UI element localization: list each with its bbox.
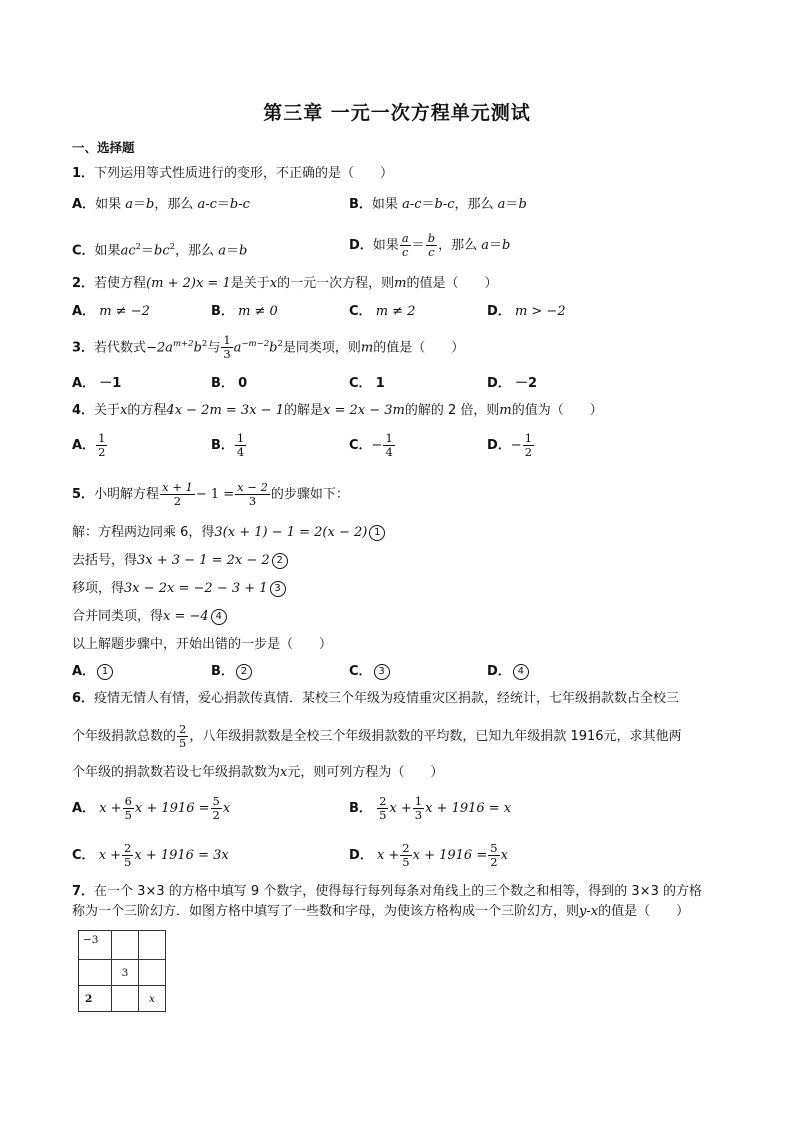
q4-option-a: A． $\frac{1}{2}$ bbox=[72, 431, 106, 459]
q5-step-1: 解：方程两边同乘 6，得3(x + 1) − 1 = 2(x − 2) 1 bbox=[72, 523, 385, 543]
question-7-line-2: 称为一个三阶幻方．如图方格中填写了一些数和字母，为使该方格构成一个三阶幻方，则y-x的值是（ ） bbox=[72, 904, 690, 919]
question-1-stem bbox=[72, 164, 393, 184]
grid-cell bbox=[139, 960, 166, 986]
q2-option-c: C． m ≠ 2 bbox=[349, 304, 416, 319]
question-text: 下列运用等式性质进行的变形，不正确的是（ ） bbox=[94, 166, 394, 181]
question-number: 2． bbox=[72, 276, 95, 291]
q1-option-a: A．如果 a＝b，那么 a-c＝b-c bbox=[72, 197, 250, 212]
q4-option-d: D．− $\frac{1}{2}$ bbox=[487, 431, 533, 459]
question-5-stem: 5．小明解方程 $\frac{x + 1}{2}$ − 1 = $\frac{x - 2}{3}$ 的步骤如下： bbox=[72, 480, 349, 508]
circled-number: 2 bbox=[272, 553, 288, 569]
magic-square-grid bbox=[78, 930, 166, 1012]
question-6-line-2: 个年级捐款总数的 $\frac{2}{5}$ ，八年级捐款数是全校三个年级捐款数的平均数，已知九年级捐款 1916元，求其他两 bbox=[72, 722, 682, 750]
question-number: 6． bbox=[72, 691, 95, 706]
q6-option-b: B． $\frac{2}{5}$ x + $\frac{1}{3}$ x + 1916 = x bbox=[349, 794, 512, 822]
question-7-line-1: 7．在一个 3×3 的方格中填写 9 个数字，使得每行每列每条对角线上的三个数之和相等，得到的 3×3 的方格 bbox=[72, 884, 702, 899]
grid-cell: 3 bbox=[112, 960, 139, 986]
q4-option-b: B． $\frac{1}{4}$ bbox=[211, 431, 245, 459]
option-label: C． bbox=[72, 243, 95, 259]
question-number: 7． bbox=[72, 884, 95, 899]
grid-cell bbox=[79, 960, 112, 986]
grid-cell: 2 bbox=[79, 986, 112, 1012]
q3-option-a: A． －1 bbox=[72, 376, 122, 391]
question-number: 5． bbox=[72, 487, 95, 502]
grid-cell: x bbox=[139, 986, 166, 1012]
q6-option-d: D． x + $\frac{2}{5}$ x + 1916 = $\frac{5}{2}$ x bbox=[349, 841, 508, 869]
grid-cell bbox=[112, 931, 139, 960]
q3-option-d: D． －2 bbox=[487, 376, 537, 391]
q5-option-a: A． 1 bbox=[72, 662, 113, 682]
q5-option-c: C． 3 bbox=[349, 662, 390, 682]
question-3-stem: 3．若代数式$-2a^{m+2}b^2$与 $\frac{1}{3}$ $a^{-m-2}b^2$是同类项，则m的值是（ ） bbox=[72, 333, 465, 362]
question-number: 4． bbox=[72, 403, 95, 418]
q4-option-c: C．− $\frac{1}{4}$ bbox=[349, 431, 393, 459]
q1-option-c: C．如果$ac^2=bc^2$，那么 a＝b bbox=[72, 242, 248, 259]
option-label: A． bbox=[72, 197, 96, 212]
grid-cell: −3 bbox=[79, 931, 112, 960]
circled-number: 1 bbox=[369, 525, 385, 541]
q5-option-b: B． 2 bbox=[211, 662, 252, 682]
grid-cell bbox=[112, 986, 139, 1012]
q2-option-b: B． m ≠ 0 bbox=[211, 304, 278, 319]
q6-option-a: A． x + $\frac{6}{5}$ x + 1916 = $\frac{5}{2}$ x bbox=[72, 794, 231, 822]
section-heading: 一、选择题 bbox=[72, 140, 135, 155]
question-6-line-3: 个年级的捐款数若设七年级捐款数为x元，则可列方程为（ ） bbox=[72, 765, 444, 780]
q5-step-3: 移项，得3x − 2x = −2 − 3 + 1 3 bbox=[72, 579, 286, 599]
q2-option-d: D． m > −2 bbox=[487, 304, 566, 319]
option-label: D． bbox=[349, 238, 373, 253]
option-label: B． bbox=[349, 197, 372, 212]
circled-number: 4 bbox=[211, 609, 227, 625]
question-4-stem: 4．关于x的方程4x − 2m = 3x − 1的解是x = 2x − 3m的解的 2 倍，则m的值为（ ） bbox=[72, 403, 603, 418]
question-2-stem: 2．若使方程(m + 2)x = 1是关于x的一元一次方程，则m的值是（ ） bbox=[72, 276, 498, 291]
grid-cell bbox=[139, 931, 166, 960]
question-number: 1． bbox=[72, 166, 95, 181]
question-6-line-1: 6．疫情无情人有情，爱心捐款传真情．某校三个年级为疫情重灾区捐款，经统计，七年级捐款数占全校三 bbox=[72, 691, 680, 706]
circled-number: 3 bbox=[270, 581, 286, 597]
q5-step-2: 去括号，得3x + 3 − 1 = 2x − 2 2 bbox=[72, 551, 288, 571]
question-number: 3． bbox=[72, 340, 95, 356]
q5-option-d: D． 4 bbox=[487, 662, 529, 682]
q5-step-4: 合并同类项，得x = −4 4 bbox=[72, 607, 227, 627]
q1-option-b: B．如果 a-c＝b-c，那么 a＝b bbox=[349, 197, 527, 212]
q6-option-c: C． x + $\frac{2}{5}$ x + 1916 = 3x bbox=[72, 841, 229, 869]
q2-option-a: A． m ≠ −2 bbox=[72, 304, 150, 319]
q5-question: 以上解题步骤中，开始出错的一步是（ ） bbox=[72, 637, 333, 652]
q1-option-d: D．如果 $\frac{a}{c}$ ＝ $\frac{b}{c}$ ，那么 a＝b bbox=[349, 231, 511, 259]
q3-option-b: B． 0 bbox=[211, 376, 248, 391]
page-title: 第三章 一元一次方程单元测试 bbox=[263, 102, 531, 124]
q3-option-c: C． 1 bbox=[349, 376, 385, 391]
